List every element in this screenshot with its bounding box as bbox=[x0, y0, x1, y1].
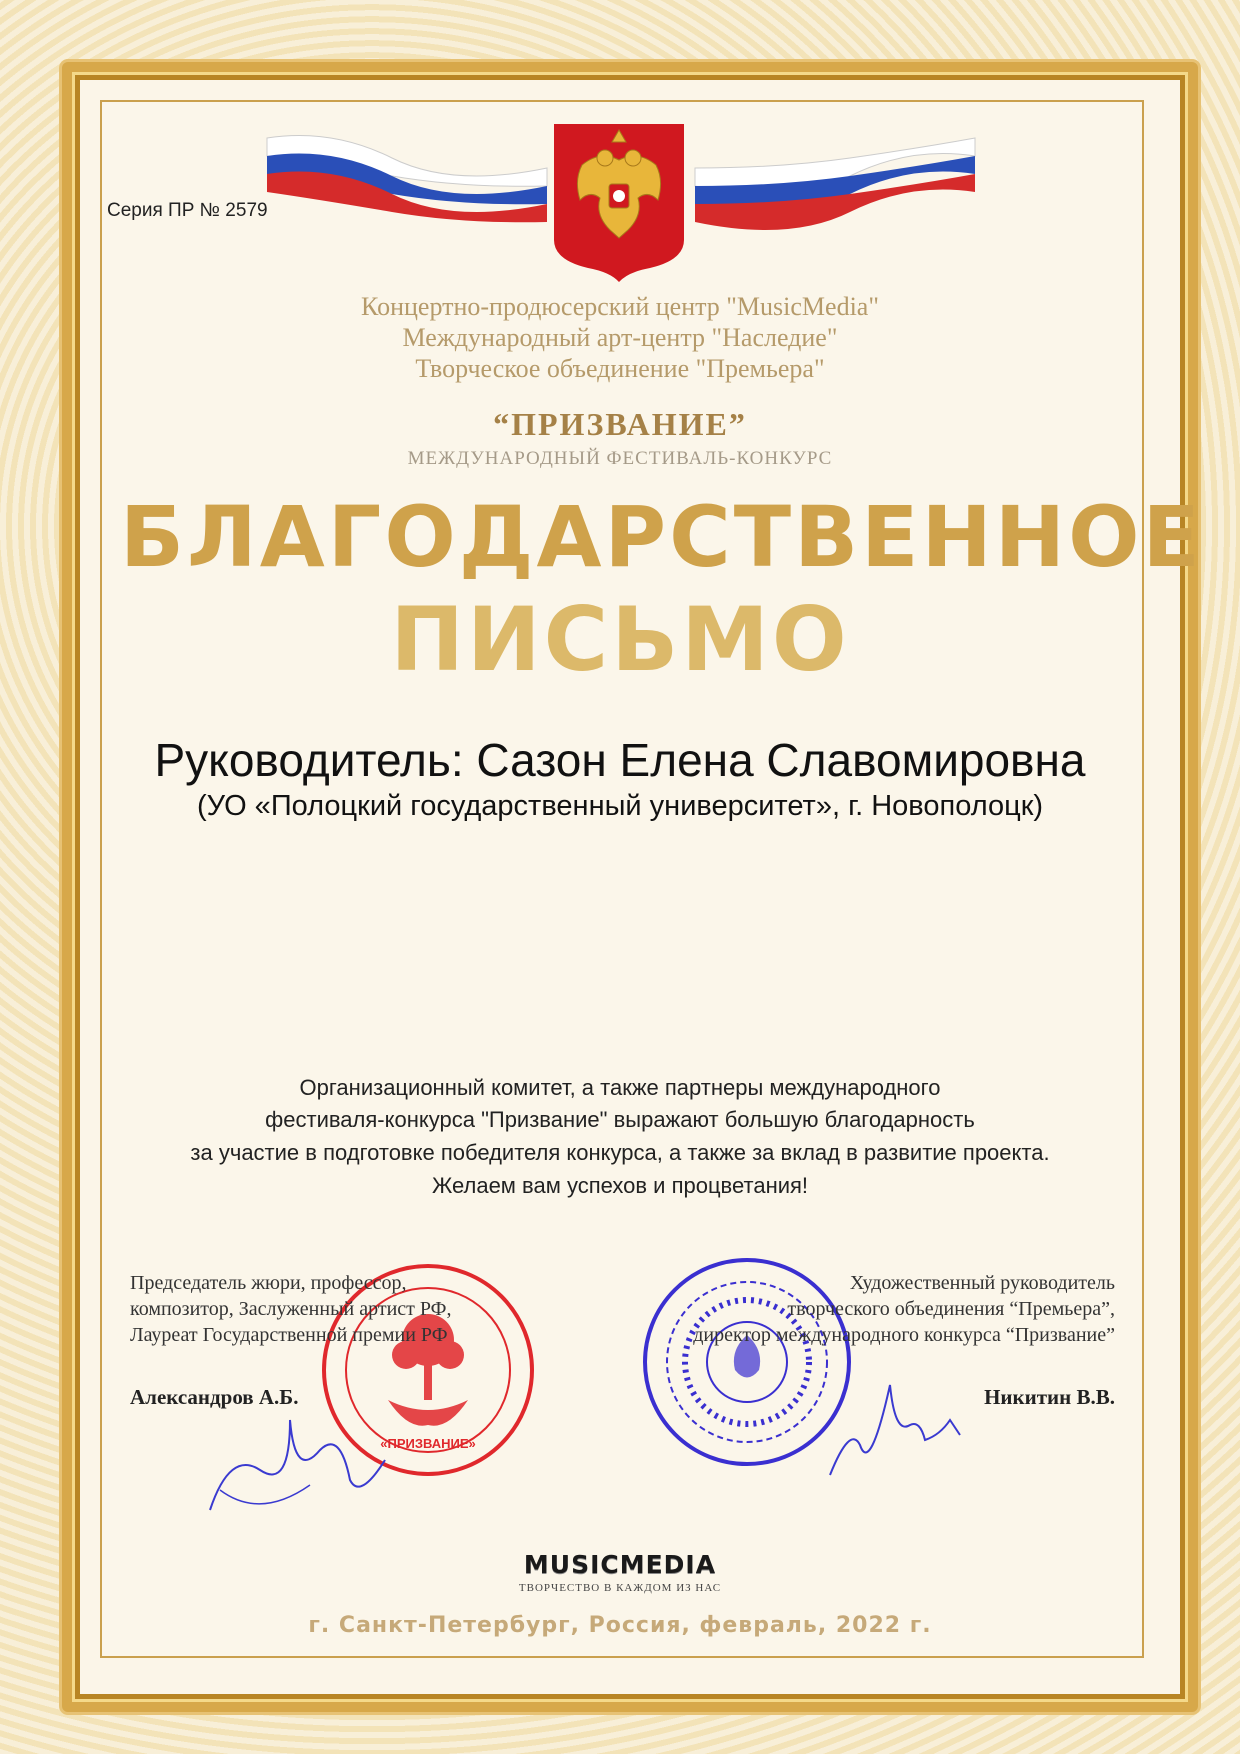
signatory-left-title-line: композитор, Заслуженный артист РФ, bbox=[130, 1298, 452, 1320]
heading-line-2: ПИСЬМО bbox=[390, 588, 850, 691]
thanks-line: за участие в подготовке победителя конкурса, а также за вклад в развитие проекта. bbox=[190, 1140, 1050, 1165]
organizer-line: Концертно-продюсерский центр "MusicMedia" bbox=[361, 292, 879, 321]
musicmedia-tagline: ТВОРЧЕСТВО В КАЖДОМ ИЗ НАС bbox=[518, 1582, 722, 1594]
festival-name: “ПРИЗВАНИЕ” bbox=[493, 406, 747, 442]
organizer-line: Творческое объединение "Премьера" bbox=[415, 354, 825, 383]
place-and-date: г. Санкт-Петербург, Россия, февраль, 2022 г. bbox=[308, 1613, 932, 1638]
signatory-left-title-line: Лауреат Государственной премии РФ bbox=[130, 1324, 448, 1346]
flag-ribbon-left-icon bbox=[262, 118, 552, 238]
series-number: Серия ПР № 2579 bbox=[107, 200, 268, 221]
thanks-line: Организационный комитет, а также партнеры международного bbox=[299, 1075, 941, 1100]
coat-of-arms-icon bbox=[550, 120, 688, 285]
signatory-left-name: Александров А.Б. bbox=[130, 1385, 299, 1409]
signatory-left-title-line: Председатель жюри, профессор, bbox=[130, 1272, 407, 1294]
recipient-institution: (УО «Полоцкий государственный университет», г. Новополоцк) bbox=[196, 790, 1044, 822]
musicmedia-logo: MUSICMEDIA bbox=[523, 1550, 717, 1579]
thanks-line: фестиваля-конкурса "Призвание" выражают большую благодарность bbox=[265, 1107, 975, 1132]
heading-line-1: БЛАГОДАРСТВЕННОЕ bbox=[120, 488, 1203, 586]
signatory-right-title-line: творческого объединения “Премьера”, bbox=[787, 1298, 1115, 1320]
signatory-right-title bbox=[570, 1270, 1115, 1348]
recipient-leader: Руководитель: Сазон Елена Славомировна bbox=[154, 734, 1086, 786]
thanks-line: Желаем вам успехов и процветания! bbox=[431, 1173, 809, 1198]
organizer-line: Международный арт-центр "Наследие" bbox=[402, 323, 838, 352]
flag-ribbon-right-icon bbox=[690, 118, 980, 238]
festival-subtitle: МЕЖДУНАРОДНЫЙ ФЕСТИВАЛЬ-КОНКУРС bbox=[407, 448, 833, 469]
signatory-right-title-line: Художественный руководитель bbox=[849, 1272, 1115, 1294]
signature-left-icon bbox=[200, 1390, 390, 1530]
signatory-right-title-line: директор международного конкурса “Призвание” bbox=[693, 1324, 1115, 1346]
signatory-right-name: Никитин В.В. bbox=[984, 1385, 1115, 1409]
red-stamp-label: «ПРИЗВАНИЕ» bbox=[380, 1436, 476, 1451]
signatory-left-title bbox=[130, 1270, 451, 1348]
